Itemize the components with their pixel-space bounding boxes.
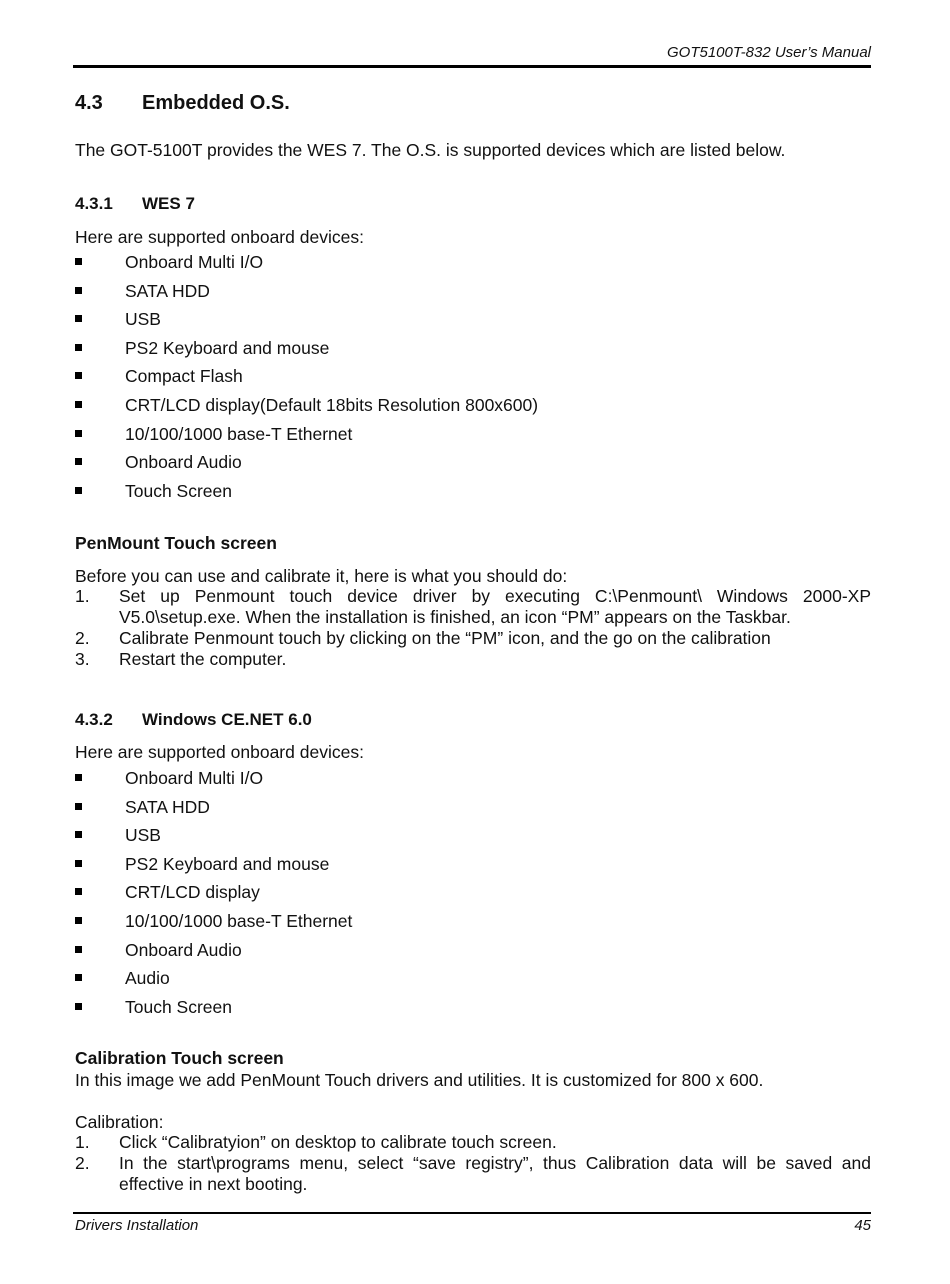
bullet-square-icon	[75, 258, 82, 265]
bullet-square-icon	[75, 372, 82, 379]
subsection-title-text: WES 7	[142, 194, 195, 213]
step-text: Click “Calibratyion” on desktop to calibrate touch screen.	[119, 1132, 557, 1152]
list-item-text: Touch Screen	[125, 480, 233, 501]
step-item	[75, 628, 871, 649]
list-item-text: Compact Flash	[125, 366, 243, 387]
list-item-text: PS2 Keyboard and mouse	[125, 853, 330, 874]
list-item	[75, 481, 871, 510]
list-item	[75, 309, 871, 338]
subsection-title-text: Windows CE.NET 6.0	[142, 710, 312, 729]
list-item	[75, 940, 871, 969]
list-item-text: CRT/LCD display	[125, 882, 260, 903]
step-item	[75, 1153, 871, 1195]
list-item	[75, 395, 871, 424]
list-item	[75, 768, 871, 797]
bullet-square-icon	[75, 946, 82, 953]
penmount-steps	[75, 586, 871, 670]
step-item	[75, 1132, 871, 1153]
section-title	[75, 92, 290, 115]
subsection-number: 4.3.2	[75, 710, 113, 729]
calibration-steps	[75, 1132, 871, 1195]
step-number: 3.	[75, 649, 90, 669]
list-item	[75, 797, 871, 826]
list-item-text: 10/100/1000 base-T Ethernet	[125, 910, 353, 931]
section-title-text: Embedded O.S.	[142, 92, 290, 114]
bullet-square-icon	[75, 803, 82, 810]
list-item	[75, 854, 871, 883]
list-item	[75, 968, 871, 997]
list-item-text: Audio	[125, 968, 170, 989]
list-item-text: SATA HDD	[125, 796, 210, 817]
list-item-text: Onboard Multi I/O	[125, 252, 264, 272]
list-item	[75, 882, 871, 911]
penmount-heading: PenMount Touch screen	[75, 533, 277, 553]
step-number: 2.	[75, 1153, 90, 1173]
list-item	[75, 252, 871, 281]
bullet-square-icon	[75, 487, 82, 494]
calibration-heading: Calibration Touch screen	[75, 1048, 284, 1068]
bullet-square-icon	[75, 917, 82, 924]
bullet-square-icon	[75, 860, 82, 867]
list-item-text: USB	[125, 825, 161, 846]
step-item	[75, 649, 871, 670]
bullet-square-icon	[75, 401, 82, 408]
bullet-square-icon	[75, 974, 82, 981]
wince-devices-lead: Here are supported onboard devices:	[75, 742, 364, 762]
list-item-text: SATA HDD	[125, 280, 210, 301]
bullet-square-icon	[75, 344, 82, 351]
bullet-square-icon	[75, 774, 82, 781]
bullet-square-icon	[75, 1003, 82, 1010]
bullet-square-icon	[75, 287, 82, 294]
list-item-text: Onboard Audio	[125, 452, 242, 473]
list-item	[75, 997, 871, 1026]
subsection-number: 4.3.1	[75, 194, 113, 213]
calibration-text: In this image we add PenMount Touch drivers and utilities. It is customized for 800 x 600.	[75, 1070, 764, 1090]
step-item	[75, 586, 871, 628]
footer-chapter: Drivers Installation	[75, 1217, 199, 1234]
list-item-text: Onboard Multi I/O	[125, 768, 264, 788]
list-item-text: CRT/LCD display(Default 18bits Resolution 800x600)	[125, 394, 539, 415]
wince-device-list	[75, 768, 871, 1025]
bullet-square-icon	[75, 430, 82, 437]
bullet-square-icon	[75, 888, 82, 895]
penmount-lead: Before you can use and calibrate it, here is what you should do:	[75, 566, 568, 586]
section-number: 4.3	[75, 92, 103, 114]
bullet-square-icon	[75, 831, 82, 838]
section-intro: The GOT-5100T provides the WES 7. The O.S. is supported devices which are listed below.	[75, 140, 786, 160]
wes7-device-list	[75, 252, 871, 509]
list-item	[75, 452, 871, 481]
list-item-text: USB	[125, 309, 161, 330]
bullet-square-icon	[75, 458, 82, 465]
header-rule	[73, 65, 871, 68]
footer-rule	[73, 1212, 871, 1214]
step-number: 1.	[75, 586, 90, 606]
list-item	[75, 825, 871, 854]
list-item	[75, 424, 871, 453]
bullet-square-icon	[75, 315, 82, 322]
list-item	[75, 366, 871, 395]
list-item-text: Touch Screen	[125, 996, 233, 1017]
step-text: In the start\programs menu, select “save registry”, thus Calibration data will be saved and effective in next booting.	[119, 1153, 871, 1194]
running-header: GOT5100T-832 User’s Manual	[667, 44, 871, 61]
list-item	[75, 281, 871, 310]
step-text: Restart the computer.	[119, 649, 287, 669]
list-item-text: Onboard Audio	[125, 939, 242, 960]
step-number: 1.	[75, 1132, 90, 1152]
list-item-text: 10/100/1000 base-T Ethernet	[125, 423, 353, 444]
wes7-devices-lead: Here are supported onboard devices:	[75, 227, 364, 247]
subsection-title-wince	[75, 710, 312, 730]
calibration-label: Calibration:	[75, 1112, 164, 1132]
page-number: 45	[854, 1217, 871, 1234]
list-item	[75, 911, 871, 940]
step-text: Calibrate Penmount touch by clicking on the “PM” icon, and the go on the calibration	[119, 628, 771, 648]
list-item	[75, 338, 871, 367]
step-number: 2.	[75, 628, 90, 648]
step-text: Set up Penmount touch device driver by executing C:\Penmount\ Windows 2000-XP V5.0\setup.exe. When the installation is finished, an icon “PM” appears on the Taskbar.	[119, 586, 871, 627]
subsection-title-wes7	[75, 194, 195, 214]
list-item-text: PS2 Keyboard and mouse	[125, 337, 330, 358]
